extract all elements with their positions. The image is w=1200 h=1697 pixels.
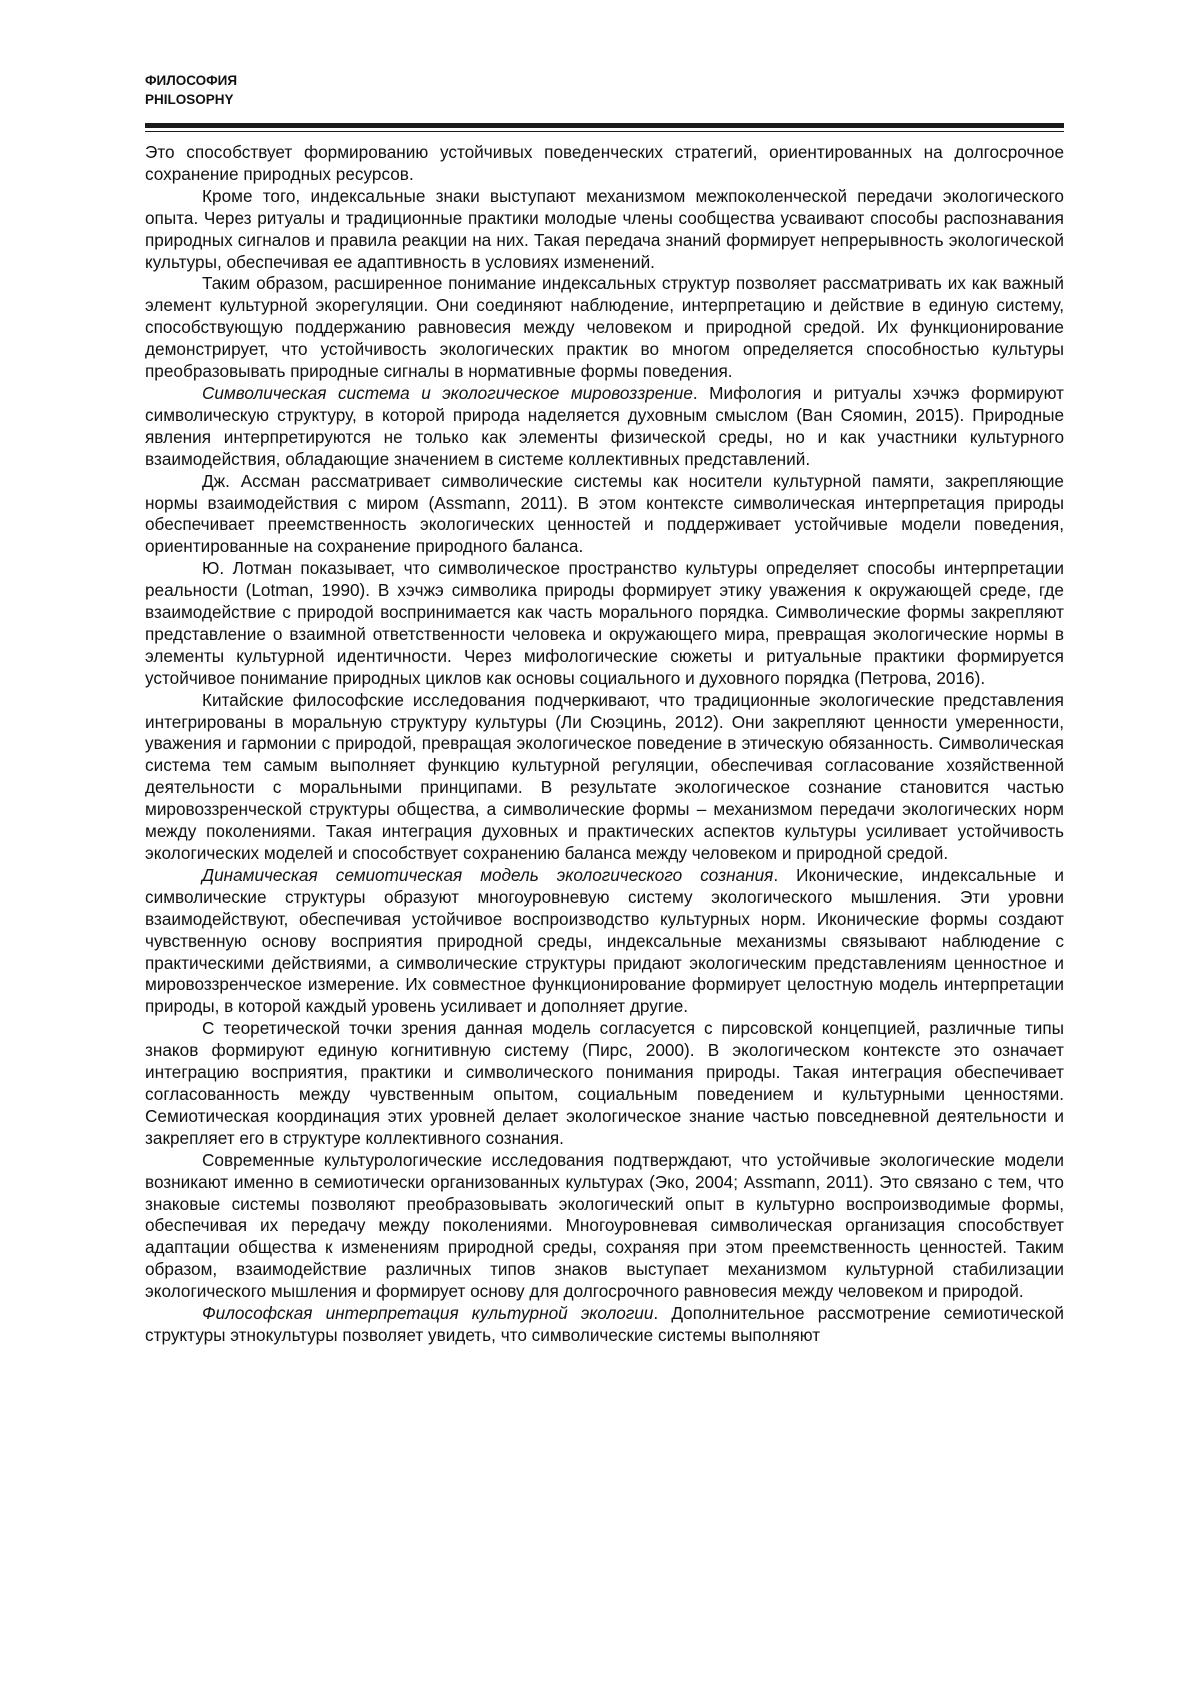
section-title-en: PHILOSOPHY — [145, 92, 234, 107]
paragraph-2: Кроме того, индексальные знаки выступают механизмом межпоколенческой передачи экологического опыта. Через ритуалы и традиционные практики молодые члены сообщества усваивают способы распознавания природных сигналов и правила реакции на них. Такая передача знаний формирует непрерывность экологической культуры, обеспечивая ее адаптивность в условиях изменений. — [145, 185, 1064, 272]
paragraph-10: Современные культурологические исследования подтверждают, что устойчивые экологические модели возникают именно в семиотически организованных культурах (Эко, 2004; Assmann, 2011). Это связано с тем, что знаковые системы позволяют преобразовывать экологический опыт в культурно воспроизводимые формы, обеспечивая их передачу между поколениями. Многоуровневая символическая организация способствует адаптации общества к изменениям природной среды, сохраняя при этом преемственность ценностей. Таким образом, взаимодействие различных типов знаков выступает механизмом культурной стабилизации экологического мышления и формирует основу для долгосрочного равновесия между человеком и природой. — [145, 1149, 1064, 1302]
header-rule-thick — [145, 123, 1064, 128]
header-rule-thin — [145, 131, 1064, 132]
paragraph-7: Китайские философские исследования подчеркивают, что традиционные экологические представления интегрированы в моральную структуру культуры (Ли Сюэцинь, 2012). Они закрепляют ценности умеренности, уважения и гармонии с природой, превращая экологическое поведение в этическую обязанность. Символическая система тем самым выполняет функцию культурной регуляции, обеспечивая согласование хозяйственной деятельности с моральными принципами. В результате экологическое сознание становится частью мировоззренческой структуры общества, а символические формы – механизмом передачи экологических норм между поколениями. Такая интеграция духовных и практических аспектов культуры усиливает устойчивость экологических моделей и способствует сохранению баланса между человеком и природной средой. — [145, 689, 1064, 863]
running-header — [145, 71, 237, 109]
paragraph-1: Это способствует формированию устойчивых поведенческих стратегий, ориентированных на долгосрочное сохранение природных ресурсов. — [145, 142, 1064, 184]
section-heading-symbolic: Символическая система и экологическое мировоззрение — [202, 382, 693, 403]
section-title-ru: ФИЛОСОФИЯ — [145, 73, 238, 88]
paragraph-11: Философская интерпретация культурной экологии. Дополнительное рассмотрение семиотической структуры этнокультуры позволяет увидеть, что символические системы выполняют — [145, 1303, 1064, 1345]
section-heading-philosophical: Философская интерпретация культурной экологии — [202, 1303, 654, 1324]
section-heading-dynamic-model: Динамическая семиотическая модель экологического сознания — [202, 864, 774, 885]
paragraph-6: Ю. Лотман показывает, что символическое пространство культуры определяет способы интерпретации реальности (Lotman, 1990). В хэчжэ символика природы формирует этику уважения к окружающей среде, где взаимодействие с природой воспринимается как часть морального порядка. Символические формы закрепляют представление о взаимной ответственности человека и окружающего мира, превращая экологические нормы в элементы культурной идентичности. Через мифологические сюжеты и ритуальные практики формируется устойчивое понимание природных циклов как основы социального и духовного порядка (Петрова, 2016). — [145, 558, 1064, 688]
paragraph-4: Символическая система и экологическое мировоззрение. Мифология и ритуалы хэчжэ формируют символическую структуру, в которой природа наделяется духовным смыслом (Ван Сяомин, 2015). Природные явления интерпретируются не только как элементы физической среды, но и как участники культурного взаимодействия, обладающие значением в системе коллективных представлений. — [145, 382, 1065, 469]
paragraph-5: Дж. Ассман рассматривает символические системы как носители культурной памяти, закрепляющие нормы взаимодействия с миром (Assmann, 2011). В этом контексте символическая интерпретация природы обеспечивает преемственность экологических ценностей и поддерживает устойчивые модели поведения, ориентированные на сохранение природного баланса. — [145, 470, 1064, 557]
body-text — [145, 142, 1064, 1347]
paragraph-3: Таким образом, расширенное понимание индексальных структур позволяет рассматривать их как важный элемент культурной экорегуляции. Они соединяют наблюдение, интерпретацию и действие в единую систему, способствующую поддержанию равновесия между человеком и природной средой. Их функционирование демонстрирует, что устойчивость экологических практик во многом определяется способностью культуры преобразовывать природные сигналы в нормативные формы поведения. — [145, 273, 1064, 382]
paragraph-9: С теоретической точки зрения данная модель согласуется с пирсовской концепцией, различные типы знаков формируют единую когнитивную систему (Пирс, 2000). В экологическом контексте это означает интеграцию восприятия, практики и символического понимания природы. Такая интеграция обеспечивает согласованность между чувственным опытом, социальным поведением и культурными ценностями. Семиотическая координация этих уровней делает экологическое знание частью повседневной деятельности и закрепляет его в структуре коллективного сознания. — [145, 1018, 1064, 1148]
paragraph-8: Динамическая семиотическая модель экологического сознания. Иконические, индексальные и символические структуры образуют многоуровневую систему экологического мышления. Эти уровни взаимодействуют, обеспечивая устойчивое воспроизводство культурных норм. Иконические формы создают чувственную основу восприятия природной среды, индексальные механизмы связывают наблюдение с практическими действиями, а символические структуры придают экологическим представлениям ценностное и мировоззренческое измерение. Их совместное функционирование формирует целостную модель интерпретации природы, в которой каждый уровень усиливает и дополняет другие. — [145, 864, 1064, 1017]
